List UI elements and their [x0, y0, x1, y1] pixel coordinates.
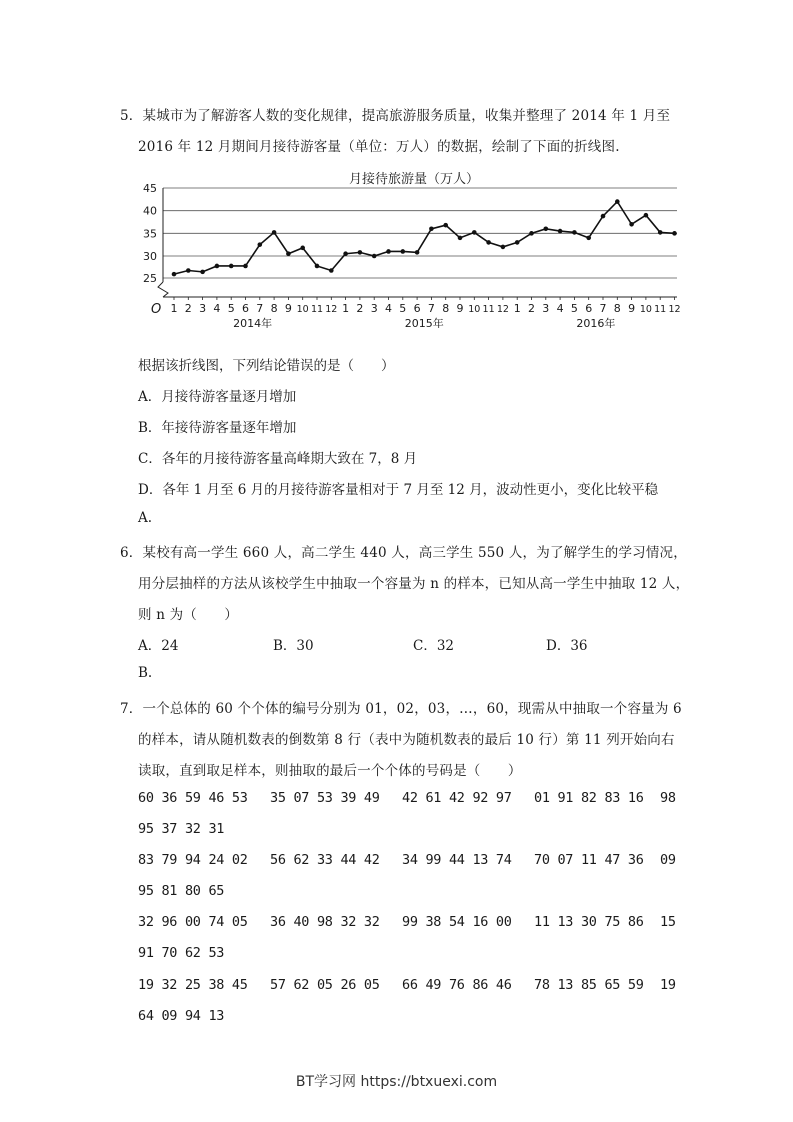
q7-stem-line1: 7．一个总体的 60 个个体的编号分别为 01，02，03，…，60，现需从中抽取一个容量为 6	[120, 701, 682, 717]
random-row-4-wrap: 64 09 94 13	[138, 1008, 225, 1024]
data-point-29	[572, 230, 577, 235]
data-point-33	[629, 222, 634, 227]
y-tick-label-35: 35	[143, 227, 157, 241]
data-point-27	[544, 227, 549, 232]
x-tick-label: 7	[599, 302, 607, 315]
random-row-1-group-3: 42 61 42 92 97	[402, 790, 512, 806]
data-point-36	[672, 231, 677, 236]
x-tick-label: 3	[199, 302, 207, 315]
q5-option-a: A．月接待游客量逐月增加	[138, 389, 297, 405]
x-tick-label: 1	[513, 302, 521, 315]
x-tick-label: 11	[654, 304, 667, 315]
random-row-4-group-3: 66 49 76 86 46	[402, 977, 512, 993]
x-tick-label: 6	[413, 302, 421, 315]
data-point-26	[529, 231, 534, 236]
random-row-2-group-2: 56 62 33 44 42	[270, 852, 380, 868]
x-tick-label: 1	[170, 302, 178, 315]
x-tick-label: 10	[468, 304, 481, 315]
origin-label: O	[151, 302, 162, 317]
x-tick-label: 12	[325, 304, 338, 315]
random-row-2-group-1: 83 79 94 24 02	[138, 852, 248, 868]
random-row-1-wrap: 95 37 32 31	[138, 821, 225, 837]
random-row-3-group-4: 11 13 30 75 86	[534, 914, 644, 930]
data-point-8	[272, 230, 277, 235]
chart-tick-labels	[143, 182, 681, 328]
x-tick-label: 2	[528, 302, 535, 315]
y-tick-label-45: 45	[143, 182, 157, 195]
x-tick-label: 5	[399, 302, 407, 315]
random-row-4-group-2: 57 62 05 26 05	[270, 977, 380, 993]
x-tick-label: 4	[213, 302, 221, 315]
data-point-25	[515, 240, 520, 245]
q5-answer: A.	[138, 510, 153, 526]
q6-option-b: B．30	[273, 638, 314, 654]
x-tick-label: 3	[542, 302, 550, 315]
x-tick-label: 11	[482, 304, 495, 315]
line-chart	[138, 168, 683, 328]
x-tick-label: 6	[242, 302, 249, 315]
q6-answer: B.	[138, 665, 153, 681]
q7-stem-line2: 的样本，请从随机数表的倒数第 8 行（表中为随机数表的最后 10 行）第 11 列开始向右	[138, 732, 675, 748]
series-line	[174, 202, 675, 275]
data-point-15	[372, 254, 377, 259]
random-row-3-group-2: 36 40 98 32 32	[270, 914, 380, 930]
random-row-1-group-2: 35 07 53 39 49	[270, 790, 380, 806]
data-point-12	[329, 268, 334, 273]
random-row-3-wrap: 91 70 62 53	[138, 945, 225, 961]
random-row-3-group-3: 99 38 54 16 00	[402, 914, 512, 930]
data-point-18	[415, 250, 420, 255]
x-tick-label: 5	[570, 302, 578, 315]
q6-stem-line1: 6．某校有高一学生 660 人，高二学生 440 人，高三学生 550 人，为了解学生的学习情况，	[120, 545, 687, 561]
random-row-2-group-3: 34 99 44 13 74	[402, 852, 512, 868]
data-point-32	[615, 199, 620, 204]
q6-option-d: D．36	[546, 638, 588, 654]
data-point-3	[200, 270, 205, 275]
x-tick-label: 8	[613, 302, 621, 315]
q5-option-b: B．年接待游客量逐年增加	[138, 420, 297, 436]
x-tick-label: 8	[442, 302, 450, 315]
x-tick-label: 9	[628, 302, 636, 315]
data-point-28	[558, 229, 563, 234]
chart-axes	[158, 188, 677, 300]
data-point-21	[458, 236, 463, 241]
year-label-2: 2015年	[404, 317, 444, 328]
data-point-22	[472, 230, 477, 235]
y-tick-label-30: 30	[143, 250, 157, 263]
random-row-2-tail: 09	[660, 852, 676, 868]
x-tick-label: 6	[585, 302, 593, 315]
x-tick-label: 2	[356, 302, 364, 315]
x-tick-label: 9	[284, 302, 292, 315]
data-point-20	[443, 223, 448, 228]
x-tick-label: 10	[639, 304, 652, 315]
x-tick-label: 12	[496, 304, 509, 315]
x-tick-label: 10	[296, 304, 309, 315]
data-point-19	[429, 227, 434, 232]
data-point-9	[286, 251, 291, 256]
q5-prompt: 根据该折线图，下列结论错误的是（ ）	[138, 358, 395, 374]
x-tick-label: 8	[270, 302, 278, 315]
q6-stem-line3: 则 n 为（ ）	[138, 607, 239, 623]
random-row-4-group-4: 78 13 85 65 59	[534, 977, 644, 993]
y-tick-label-25: 25	[143, 272, 157, 285]
q5-option-d: D．各年 1 月至 6 月的月接待游客量相对于 7 月至 12 月，波动性更小，变化比较平稳	[138, 482, 659, 498]
x-tick-label: 1	[342, 302, 350, 315]
x-tick-label: 5	[227, 302, 235, 315]
data-point-31	[601, 214, 606, 219]
data-point-34	[644, 213, 649, 218]
data-point-16	[386, 249, 391, 254]
data-point-13	[343, 251, 348, 256]
random-row-3-tail: 15	[660, 914, 676, 930]
random-row-4-tail: 19	[660, 977, 676, 993]
data-point-10	[300, 246, 305, 251]
x-tick-label: 4	[556, 302, 564, 315]
x-tick-label: 9	[456, 302, 464, 315]
q6-option-a: A．24	[138, 638, 179, 654]
data-point-35	[658, 230, 663, 235]
x-tick-label: 4	[385, 302, 392, 315]
q5-option-c: C．各年的月接待游客量高峰期大致在 7，8 月	[138, 451, 418, 467]
q6-stem-line2: 用分层抽样的方法从该校学生中抽取一个容量为 n 的样本，已知从高一学生中抽取 12 人，	[138, 576, 690, 592]
year-label-3: 2016年	[576, 317, 616, 328]
data-point-2	[186, 268, 191, 273]
data-point-7	[258, 242, 263, 247]
random-row-4-group-1: 19 32 25 38 45	[138, 977, 248, 993]
random-row-2-wrap: 95 81 80 65	[138, 883, 225, 899]
random-row-3-group-1: 32 96 00 74 05	[138, 914, 248, 930]
data-point-11	[315, 264, 320, 269]
chart-gridlines	[163, 188, 677, 278]
data-point-6	[243, 264, 248, 269]
data-point-5	[229, 264, 234, 269]
random-row-1-group-1: 60 36 59 46 53	[138, 790, 248, 806]
x-tick-label: 12	[668, 304, 681, 315]
axis-break-mark	[158, 282, 168, 297]
q5-stem-line2: 2016 年 12 月期间月接待游客量（单位：万人）的数据，绘制了下面的折线图.	[138, 139, 620, 155]
chart-title: 月接待旅游量（万人）	[348, 172, 480, 187]
data-point-1	[172, 272, 177, 277]
footer-watermark: BT学习网 https://btxuexi.com	[295, 1074, 498, 1090]
data-point-17	[401, 249, 406, 254]
data-point-30	[586, 236, 591, 241]
x-tick-label: 7	[427, 302, 435, 315]
random-row-1-group-4: 01 91 82 83 16	[534, 790, 644, 806]
random-row-2-group-4: 70 07 11 47 36	[534, 852, 644, 868]
q5-stem-line1: 5．某城市为了解游客人数的变化规律，提高旅游服务质量，收集并整理了 2014 年 1 月至	[120, 108, 671, 124]
data-point-23	[486, 240, 491, 245]
x-tick-label: 3	[370, 302, 378, 315]
year-label-1: 2014年	[233, 317, 273, 328]
y-tick-label-40: 40	[143, 204, 157, 218]
data-point-4	[215, 264, 220, 269]
random-row-1-tail: 98	[660, 790, 676, 806]
x-tick-label: 11	[310, 304, 324, 315]
x-tick-label: 7	[256, 302, 264, 315]
data-point-14	[358, 250, 363, 255]
x-tick-label: 2	[184, 302, 192, 315]
data-point-24	[501, 245, 506, 250]
q7-stem-line3: 读取，直到取足样本，则抽取的最后一个个体的号码是（ ）	[138, 763, 522, 779]
q6-option-c: C．32	[413, 638, 455, 654]
